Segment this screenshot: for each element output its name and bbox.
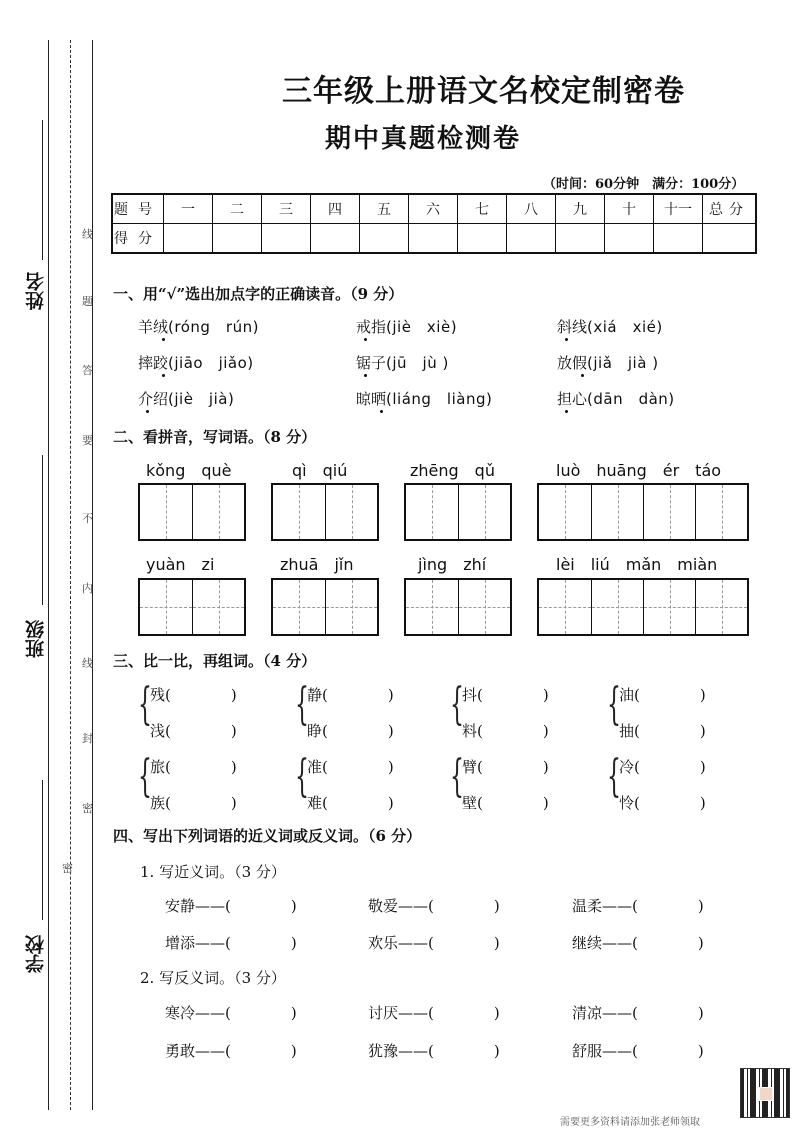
score-cell[interactable] <box>507 224 556 254</box>
question-number: 七 <box>458 194 507 224</box>
seal-char: 要 <box>82 434 93 447</box>
seal-char: 内 <box>82 582 93 595</box>
writing-grid[interactable] <box>537 578 749 636</box>
question-number: 四 <box>311 194 360 224</box>
compare-word[interactable]: 料( ) <box>462 722 549 740</box>
school-fill-line[interactable] <box>42 780 43 920</box>
brace-icon: { <box>295 679 309 730</box>
page-subtitle: 期中真题检测卷 <box>325 124 522 154</box>
score-cell[interactable] <box>458 224 507 254</box>
writing-grid[interactable] <box>138 483 246 541</box>
seal-char: 封 <box>82 732 93 745</box>
brace-icon: { <box>450 679 464 730</box>
synonym-subheading: 1. 写近义词。（3 分） <box>140 863 286 881</box>
emphasis-dot <box>162 338 165 341</box>
antonym-subheading: 2. 写反义词。（3 分） <box>140 969 286 987</box>
pinyin-prompt: zhuā jǐn <box>280 555 354 574</box>
synonym-item[interactable]: 敬爱——( ) <box>368 897 500 915</box>
antonym-item[interactable]: 犹豫——( ) <box>368 1042 500 1060</box>
reading-item[interactable] <box>356 316 457 337</box>
question-number: 五 <box>360 194 409 224</box>
word: 羊绒 <box>138 318 169 336</box>
brace-icon: { <box>138 751 152 802</box>
pinyin-prompt: qì qiú <box>292 461 348 480</box>
compare-word[interactable]: 壁( ) <box>462 794 549 812</box>
section2-heading: 二、看拼音，写词语。（8 分） <box>113 428 317 446</box>
writing-grid[interactable] <box>271 578 379 636</box>
time-info: （时间：60分钟 满分：100分） <box>543 177 745 192</box>
question-number: 六 <box>409 194 458 224</box>
synonym-item[interactable]: 欢乐——( ) <box>368 934 500 952</box>
synonym-item[interactable]: 温柔——( ) <box>572 897 704 915</box>
pinyin-prompt: jìng zhí <box>418 555 487 574</box>
qr-code-icon[interactable] <box>740 1068 790 1118</box>
margin-line <box>92 40 93 1110</box>
emphasis-dot <box>146 410 149 413</box>
compare-word[interactable]: 臂( ) <box>462 758 549 776</box>
score-value-row <box>112 224 756 254</box>
pinyin-options: (jiǎ jià ) <box>587 354 659 372</box>
compare-word[interactable]: 族( ) <box>150 794 237 812</box>
footer-note: 需要更多资料请添加张老师领取 <box>560 1117 700 1128</box>
pinyin-prompt: kǒng què <box>146 461 232 480</box>
pinyin-prompt: lèi liú mǎn miàn <box>556 555 718 574</box>
pinyin-options: (dān dàn) <box>587 390 675 408</box>
margin-dashed-line <box>70 40 71 1110</box>
question-number: 八 <box>507 194 556 224</box>
compare-word[interactable]: 旅( ) <box>150 758 237 776</box>
reading-item[interactable] <box>138 388 234 409</box>
question-number: 一 <box>164 194 213 224</box>
name-fill-line[interactable] <box>42 120 43 260</box>
score-cell[interactable] <box>262 224 311 254</box>
writing-grid[interactable] <box>271 483 379 541</box>
pinyin-options: (róng rún) <box>168 318 259 336</box>
pinyin-prompt: yuàn zi <box>146 555 215 574</box>
seal-char: 答 <box>82 364 93 377</box>
question-number: 十一 <box>654 194 703 224</box>
writing-grid[interactable] <box>537 483 749 541</box>
score-cell[interactable] <box>311 224 360 254</box>
synonym-item[interactable]: 继续——( ) <box>572 934 704 952</box>
reading-item[interactable] <box>356 388 492 409</box>
compare-word[interactable]: 静( ) <box>307 686 394 704</box>
word: 锯子 <box>356 354 387 372</box>
word: 放假 <box>557 354 588 372</box>
emphasis-dot <box>364 374 367 377</box>
reading-item[interactable] <box>557 316 663 337</box>
score-table <box>111 193 757 254</box>
compare-word[interactable]: 难( ) <box>307 794 394 812</box>
emphasis-dot <box>565 410 568 413</box>
reading-item[interactable] <box>557 388 675 409</box>
score-cell[interactable] <box>360 224 409 254</box>
compare-word[interactable]: 抽( ) <box>619 722 706 740</box>
word: 戒指 <box>356 318 387 336</box>
question-number: 二 <box>213 194 262 224</box>
writing-grid[interactable] <box>404 483 512 541</box>
name-label: 姓名 <box>25 272 47 310</box>
total-label: 总分 <box>703 194 757 224</box>
question-number: 九 <box>556 194 605 224</box>
pinyin-options: (jiè xiè) <box>386 318 458 336</box>
word: 斜线 <box>557 318 588 336</box>
word: 摔跤 <box>138 354 169 372</box>
section4-heading: 四、写出下列词语的近义词或反义词。（6 分） <box>113 827 422 845</box>
section3-heading: 三、比一比，再组词。（4 分） <box>113 652 317 670</box>
emphasis-dot <box>581 374 584 377</box>
compare-word[interactable]: 抖( ) <box>462 686 549 704</box>
emphasis-dot <box>364 338 367 341</box>
seal-char: 线 <box>82 228 93 241</box>
writing-grid[interactable] <box>138 578 246 636</box>
antonym-item[interactable]: 寒冷——( ) <box>165 1004 297 1022</box>
brace-icon: { <box>450 751 464 802</box>
score-cell[interactable] <box>409 224 458 254</box>
brace-icon: { <box>138 679 152 730</box>
brace-icon: { <box>295 751 309 802</box>
score-cell[interactable] <box>213 224 262 254</box>
row-label: 题号 <box>112 194 164 224</box>
antonym-item[interactable]: 清凉——( ) <box>572 1004 704 1022</box>
question-number: 十 <box>605 194 654 224</box>
pinyin-prompt: luò huāng ér táo <box>556 461 722 480</box>
page-title: 三年级上册语文名校定制密卷 <box>282 74 685 109</box>
compare-word[interactable]: 冷( ) <box>619 758 706 776</box>
brace-icon: { <box>607 751 621 802</box>
compare-word[interactable]: 残( ) <box>150 686 237 704</box>
score-cell[interactable] <box>164 224 213 254</box>
compare-word[interactable]: 浅( ) <box>150 722 237 740</box>
compare-word[interactable]: 油( ) <box>619 686 706 704</box>
reading-item[interactable] <box>138 352 254 373</box>
pinyin-options: (jiè jià) <box>168 390 235 408</box>
class-fill-line[interactable] <box>42 455 43 605</box>
compare-word[interactable]: 怜( ) <box>619 794 706 812</box>
total-score-cell[interactable] <box>703 224 757 254</box>
word: 担心 <box>557 390 588 408</box>
antonym-item[interactable]: 勇敢——( ) <box>165 1042 297 1060</box>
antonym-item[interactable]: 舒服——( ) <box>572 1042 704 1060</box>
pinyin-options: (jū jù ) <box>386 354 449 372</box>
seal-char: 密 <box>62 862 73 875</box>
emphasis-dot <box>162 374 165 377</box>
writing-grid[interactable] <box>404 578 512 636</box>
emphasis-dot <box>380 410 383 413</box>
pinyin-prompt: zhēng qǔ <box>410 461 495 480</box>
score-header-row <box>112 194 756 224</box>
word: 晾晒 <box>356 390 387 408</box>
reading-item[interactable] <box>356 352 449 373</box>
word: 介绍 <box>138 390 169 408</box>
emphasis-dot <box>565 338 568 341</box>
compare-word[interactable]: 睁( ) <box>307 722 394 740</box>
antonym-item[interactable]: 讨厌——( ) <box>368 1004 500 1022</box>
seal-char: 线 <box>82 657 93 670</box>
seal-char: 密 <box>82 802 93 815</box>
score-cell[interactable] <box>654 224 703 254</box>
section1-heading: 一、用“√”选出加点字的正确读音。（9 分） <box>113 285 404 303</box>
synonym-item[interactable]: 增添——( ) <box>165 934 297 952</box>
synonym-item[interactable]: 安静——( ) <box>165 897 297 915</box>
school-label: 学校 <box>25 935 47 973</box>
reading-item[interactable] <box>557 352 659 373</box>
question-number: 三 <box>262 194 311 224</box>
row-label: 得分 <box>112 224 164 254</box>
brace-icon: { <box>607 679 621 730</box>
reading-item[interactable] <box>138 316 259 337</box>
score-cell[interactable] <box>556 224 605 254</box>
score-cell[interactable] <box>605 224 654 254</box>
pinyin-options: (xiá xié) <box>587 318 663 336</box>
pinyin-options: (jiāo jiǎo) <box>168 354 254 372</box>
class-label: 班级 <box>25 620 47 658</box>
seal-char: 题 <box>82 295 93 308</box>
compare-word[interactable]: 准( ) <box>307 758 394 776</box>
pinyin-options: (liáng liàng) <box>386 390 493 408</box>
seal-char: 不 <box>82 512 93 525</box>
